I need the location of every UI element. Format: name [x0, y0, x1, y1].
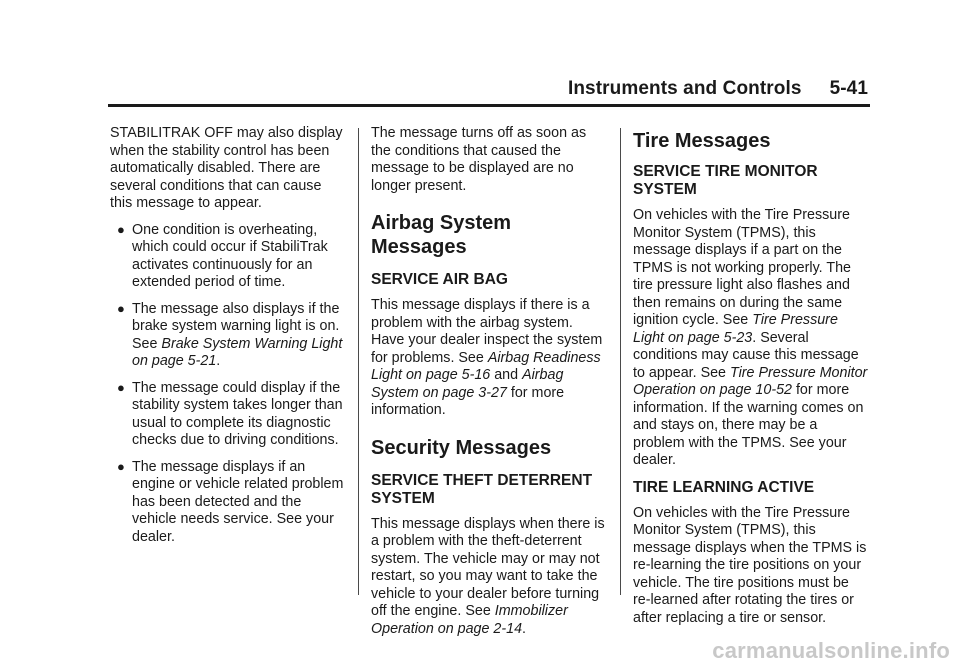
- column-divider-1: [358, 128, 359, 595]
- bullet-icon: ●: [117, 300, 125, 316]
- cross-reference-link[interactable]: Airbag Readiness Light on page 5-16: [371, 349, 601, 383]
- list-item: ● The message also displays if the brake system warning light is on. See Brake System Warning Light on page 5-21.: [117, 300, 343, 369]
- bullet-icon: ●: [117, 221, 125, 237]
- column-divider-2: [620, 128, 621, 595]
- column-1: [110, 125, 346, 555]
- column-3: [633, 125, 869, 636]
- column-2: [371, 125, 607, 647]
- cross-reference-link[interactable]: Airbag System on page 3-27: [371, 367, 564, 401]
- theft-deterrent-subheading: SERVICE THEFT DETERRENT SYSTEM: [371, 471, 593, 507]
- tire-learning-subheading: TIRE LEARNING ACTIVE: [633, 478, 815, 496]
- service-air-bag-subheading: SERVICE AIR BAG: [371, 271, 508, 288]
- page-number: 5-41: [829, 78, 868, 99]
- tire-monitor-paragraph: On vehicles with the Tire Pressure Monitor System (TPMS), this message displays if a part on the TPMS is not working properly. The tire pressure light also flashes and then remains on during the same ignition cycle. See Tire Pressure Light on page 5-23. Several conditions may cause this message to appear. See Tire Pressure Monitor Operation on page 10-52 for more information. If the warning comes on and stays on, there may be a problem with the TPMS. See your dealer.: [633, 207, 868, 468]
- tire-monitor-subheading: SERVICE TIRE MONITOR SYSTEM: [633, 163, 818, 198]
- cross-reference-link[interactable]: Tire Pressure Monitor Operation on page 10-52: [633, 364, 868, 398]
- cross-reference-link[interactable]: Brake System Warning Light on page 5-21: [132, 335, 343, 369]
- message-off-paragraph: The message turns off as soon as the conditions that caused the message to be displayed are no longer present.: [371, 125, 587, 194]
- conditions-list: [110, 222, 346, 547]
- bullet-icon: ●: [117, 379, 125, 395]
- stabilitrak-intro: STABILITRAK OFF may also display when the stability control has been automatically disabled. There are several conditions that can cause this message to appear.: [110, 125, 343, 211]
- airbag-paragraph: This message displays if there is a problem with the airbag system. Have your dealer inspect the system for problems. See Airbag Readiness Light on page 5-16 and Airbag System on page 3-27 for more information.: [371, 297, 603, 418]
- list-item: ● The message displays if an engine or vehicle related problem has been detected and the vehicle needs service. See your dealer.: [117, 458, 344, 545]
- security-paragraph: This message displays when there is a problem with the theft-deterrent system. The vehicle may or may not restart, so you may want to take the vehicle to your dealer before turning off the engine. See Immobilizer Operation on page 2-14.: [371, 515, 605, 637]
- tire-learning-paragraph: On vehicles with the Tire Pressure Monitor System (TPMS), this message displays when the TPMS is re-learning the tire positions on your vehicle. The tire positions must be re-learned after rotating the tires or after replacing a tire or sensor.: [633, 504, 867, 626]
- list-item: ● One condition is overheating, which could occur if StabiliTrak activates continuously for an extended period of time.: [117, 221, 328, 290]
- cross-reference-link[interactable]: Immobilizer Operation on page 2-14: [371, 603, 568, 637]
- airbag-heading: Airbag System Messages: [371, 212, 512, 258]
- list-item: ● The message could display if the stability system takes longer than usual to complete its diagnostic checks due to driving conditions.: [117, 379, 343, 448]
- tire-heading: Tire Messages: [633, 130, 771, 152]
- bullet-icon: ●: [117, 458, 125, 474]
- watermark: carmanualsonline.info: [712, 638, 950, 663]
- security-heading: Security Messages: [371, 436, 552, 459]
- cross-reference-link[interactable]: Tire Pressure Light on page 5-23: [633, 312, 838, 346]
- section-title: Instruments and Controls: [567, 78, 802, 99]
- header-rule: [108, 104, 870, 107]
- running-header: [108, 78, 868, 100]
